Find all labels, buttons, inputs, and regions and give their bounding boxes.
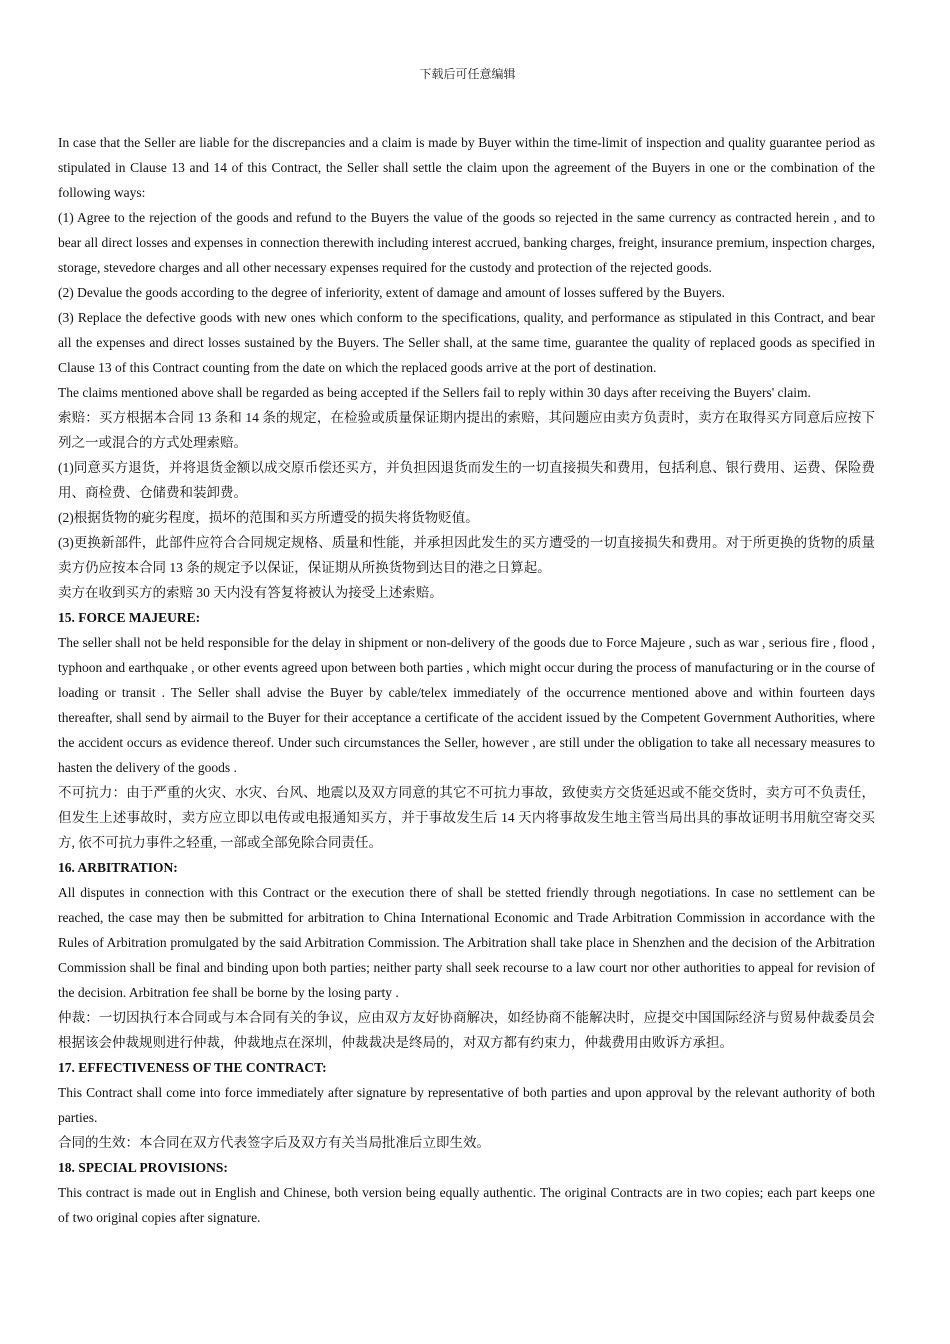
force-majeure-heading: 15. FORCE MAJEURE: [58, 610, 201, 625]
force-majeure-chinese: 不可抗力：由于严重的火灾、水灾、台风、地震以及双方同意的其它不可抗力事故，致使卖方交货延迟或不能交货时，卖方可不负责任，但发生上述事故时，卖方应立即以电传或电报通知买方，并于事故发生后 14 天内将事故发生地主管当局出具的事故证明书用航空寄交买方, 依不可抗力事件之轻重, 一部或全部免除合同责任。 [58, 785, 875, 850]
claim-closing-paragraph: The claims mentioned above shall be regarded as being accepted if the Sellers fail to reply within 30 days after receiving the Buyers' claim. [58, 385, 811, 400]
claim-item-1-paragraph: (1) Agree to the rejection of the goods and refund to the Buyers the value of the goods so rejected in the same currency as contracted herein , and to bear all direct losses and expenses in connection therewith including interest accrued, banking charges, freight, insurance premium, inspection charges, storage, stevedore charges and all other necessary expenses required for the custody and protection of the rejected goods. [58, 210, 875, 275]
claim-item-3-chinese: (3)更换新部件，此部件应符合合同规定规格、质量和性能，并承担因此发生的买方遭受的一切直接损失和费用。对于所更换的货物的质量卖方仍应按本合同 13 条的规定予以保证，保证期从所换货物到达目的港之日算起。 [58, 535, 875, 575]
claim-item-3-paragraph: (3) Replace the defective goods with new ones which conform to the specifications, quality, and performance as stipulated in this Contract, and bear all the expenses and direct losses sustained by the Buyers. The Seller shall, at the same time, guarantee the quality of replaced goods as specified in Clause 13 of this Contract counting from the date on which the replaced goods arrive at the port of destination. [58, 310, 875, 375]
claim-intro-chinese: 索赔：买方根据本合同 13 条和 14 条的规定，在检验或质量保证期内提出的索赔，其问题应由卖方负责时，卖方在取得买方同意后应按下列之一或混合的方式处理索赔。 [58, 410, 875, 450]
claim-intro-paragraph: In case that the Seller are liable for the discrepancies and a claim is made by Buyer within the time-limit of inspection and quality guarantee period as stipulated in Clause 13 and 14 of this Contract, the Seller shall settle the claim upon the agreement of the Buyers in one or the combination of the following ways: [58, 135, 875, 200]
special-provisions-paragraph: This contract is made out in English and Chinese, both version being equally authentic. The original Contracts are in two copies; each part keeps one of two original copies after signature. [58, 1185, 875, 1225]
arbitration-paragraph: All disputes in connection with this Contract or the execution there of shall be stetted friendly through negotiations. In case no settlement can be reached, the case may then be submitted for arbitration to China International Economic and Trade Arbitration Commission in accordance with the Rules of Arbitration promulgated by the said Arbitration Commission. The Arbitration shall take place in Shenzhen and the decision of the Arbitration Commission shall be final and binding upon both parties; neither party shall seek recourse to a law court nor other authorities to appeal for revision of the decision. Arbitration fee shall be borne by the losing party . [58, 885, 875, 1000]
special-provisions-heading: 18. SPECIAL PROVISIONS: [58, 1160, 228, 1175]
claim-item-2-paragraph: (2) Devalue the goods according to the degree of inferiority, extent of damage and amount of losses suffered by the Buyers. [58, 285, 725, 300]
claim-closing-chinese: 卖方在收到买方的索赔 30 天内没有答复将被认为接受上述索赔。 [58, 585, 443, 600]
page-header-note: 下载后可任意编辑 [419, 67, 516, 81]
claim-item-2-chinese: (2)根据货物的疵劣程度，损坏的范围和买方所遭受的损失将货物贬值。 [58, 510, 479, 525]
contract-body [58, 130, 875, 1230]
effectiveness-heading: 17. EFFECTIVENESS OF THE CONTRACT: [58, 1060, 327, 1075]
effectiveness-chinese: 合同的生效：本合同在双方代表签字后及双方有关当局批准后立即生效。 [58, 1135, 490, 1150]
force-majeure-paragraph: The seller shall not be held responsible for the delay in shipment or non-delivery of the goods due to Force Majeure , such as war , serious fire , flood , typhoon and earthquake , or other events agreed upon between both parties , which might occur during the process of manufacturing or in the course of loading or transit . The Seller shall advise the Buyer by cable/telex immediately of the occurrence mentioned above and within fourteen days thereafter, shall send by airmail to the Buyer for their acceptance a certificate of the accident issued by the Competent Government Authorities, where the accident occurs as evidence thereof. Under such circumstances the Seller, however , are still under the obligation to take all necessary measures to hasten the delivery of the goods . [58, 635, 875, 775]
arbitration-chinese: 仲裁：一切因执行本合同或与本合同有关的争议，应由双方友好协商解决，如经协商不能解决时，应提交中国国际经济与贸易仲裁委员会根据该会仲裁规则进行仲裁，仲裁地点在深圳，仲裁裁决是终局的，对双方都有约束力，仲裁费用由败诉方承担。 [58, 1010, 875, 1050]
claim-item-1-chinese: (1)同意买方退货，并将退货金额以成交原币偿还买方，并负担因退货而发生的一切直接损失和费用，包括利息、银行费用、运费、保险费用、商检费、仓储费和装卸费。 [58, 460, 875, 500]
effectiveness-paragraph: This Contract shall come into force immediately after signature by representative of both parties and upon approval by the relevant authority of both parties. [58, 1085, 875, 1125]
arbitration-heading: 16. ARBITRATION: [58, 860, 178, 875]
